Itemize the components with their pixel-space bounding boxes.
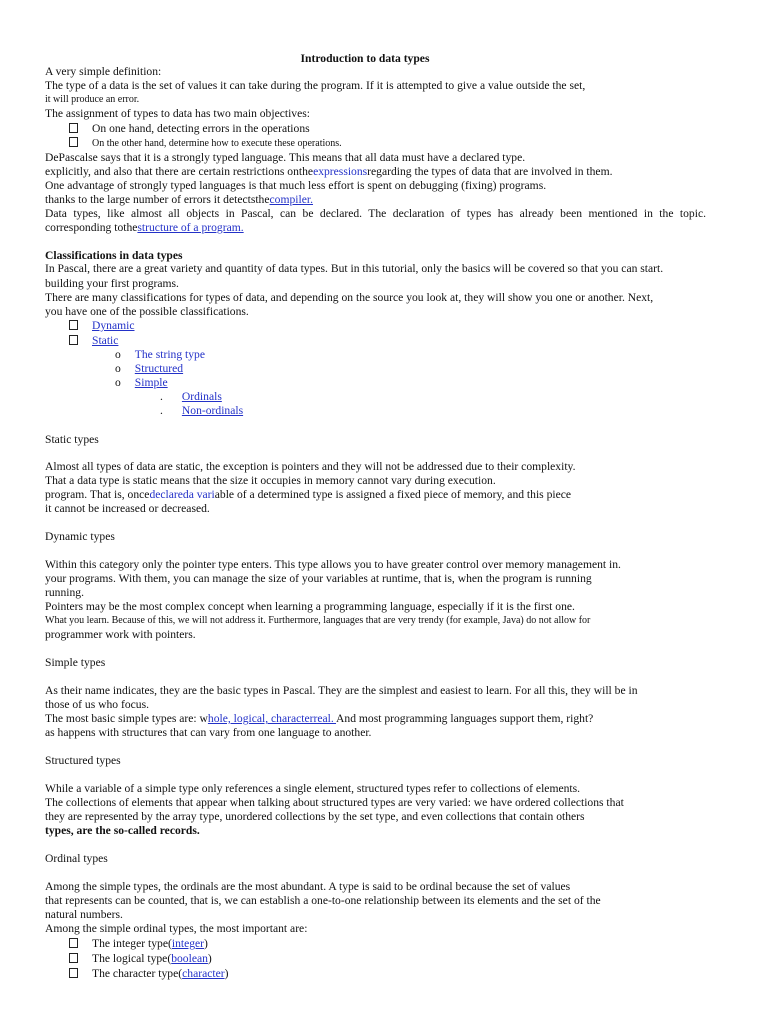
paragraph-line: natural numbers. xyxy=(45,908,123,921)
paragraph-line: The collections of elements that appear when talking about structured types are very varied: we have ordered collections that xyxy=(45,796,624,809)
paragraph-line: your programs. With them, you can manage the size of your variables at runtime, that is, when the program is running xyxy=(45,572,592,585)
paragraph-line: that represents can be counted, that is, we can establish a one-to-one relationship between its elements and the set of the xyxy=(45,894,601,907)
page-title: Introduction to data types xyxy=(300,52,430,65)
link-integer[interactable]: integer xyxy=(171,937,205,950)
section-heading: Static types xyxy=(45,433,99,446)
checkbox-icon xyxy=(69,137,78,147)
list-item xyxy=(69,334,118,347)
paragraph-line: explicitly, and also that there are certain restrictions ontheexpressionsregarding the types of data that are involved in them. xyxy=(45,165,613,178)
link-whole-logical-character[interactable]: hole, logical, character xyxy=(207,712,314,725)
link-boolean[interactable]: boolean xyxy=(171,952,208,965)
paragraph-line: program. That is, oncedeclareda variable of a determined type is assigned a fixed piece of memory, and this piece xyxy=(45,488,572,501)
link-ordinals[interactable]: Ordinals xyxy=(181,390,222,403)
paragraph-line: programmer work with pointers. xyxy=(45,628,196,641)
link-declared[interactable]: declareda vari xyxy=(149,488,215,501)
link-static[interactable]: Static xyxy=(92,334,119,347)
bullet-icon: o xyxy=(115,348,121,361)
paragraph-line: The assignment of types to data has two main objectives: xyxy=(45,107,310,120)
link-compiler[interactable]: compiler. xyxy=(269,193,313,206)
paragraph-line: you have one of the possible classifications. xyxy=(45,305,249,318)
link-dynamic[interactable]: Dynamic xyxy=(92,319,135,332)
list-item xyxy=(115,362,183,375)
link-structured[interactable]: Structured xyxy=(134,362,184,375)
section-heading: Structured types xyxy=(45,754,121,767)
list-item xyxy=(69,319,135,332)
paragraph-line: There are many classifications for types of data, and depending on the source you look at, they will show you one or another. Next, xyxy=(45,291,654,304)
paragraph-line: What you learn. Because of this, we will not address it. Furthermore, languages that are very trendy (for example, Java) do not allow for xyxy=(45,615,591,626)
paragraph-line: running. xyxy=(45,586,84,599)
section-heading: Dynamic types xyxy=(45,530,115,543)
paragraph-line: types, are the so-called records. xyxy=(45,824,200,837)
paragraph-line: Data types, like almost all objects in Pascal, can be declared. The declaration of types has already been mentioned in the topic. xyxy=(45,207,706,220)
checkbox-icon xyxy=(69,953,78,963)
paragraph-line: DePascalse says that it is a strongly typed language. This means that all data must have a declared type. xyxy=(45,151,526,164)
section-heading: Classifications in data types xyxy=(45,249,183,262)
bullet-icon: . xyxy=(160,404,163,417)
paragraph-line: Among the simple ordinal types, the most important are: xyxy=(45,922,308,935)
checkbox-icon xyxy=(69,123,78,133)
link-simple[interactable]: Simple xyxy=(134,376,168,389)
list-item xyxy=(160,404,243,417)
paragraph-line: Among the simple types, the ordinals are the most abundant. A type is said to be ordinal because the set of values xyxy=(45,880,571,893)
checkbox-icon xyxy=(69,968,78,978)
link-non-ordinals[interactable]: Non-ordinals xyxy=(181,404,244,417)
link-structure-of-a-program[interactable]: structure of a program. xyxy=(137,221,244,234)
section-heading: Simple types xyxy=(45,656,106,669)
paragraph-line: building your first programs. xyxy=(45,277,179,290)
paragraph-line: it cannot be increased or decreased. xyxy=(45,502,210,515)
paragraph-line: thanks to the large number of errors it detectsthecompiler. xyxy=(45,193,313,206)
list-item: The integer type(integer) xyxy=(69,937,208,950)
list-item: The character type(character) xyxy=(69,967,228,980)
list-item xyxy=(160,390,222,403)
paragraph-line: In Pascal, there are a great variety and quantity of data types. But in this tutorial, only the basics will be covered so that you can start. xyxy=(45,262,664,275)
section-heading: Ordinal types xyxy=(45,852,108,865)
list-item: On the other hand, determine how to execute these operations. xyxy=(69,137,342,150)
paragraph-line: While a variable of a simple type only references a single element, structured types refer to collections of elements. xyxy=(45,782,581,795)
checkbox-icon xyxy=(69,320,78,330)
paragraph-line: Within this category only the pointer type enters. This type allows you to have greater control over memory management in. xyxy=(45,558,621,571)
list-item: On one hand, detecting errors in the operations xyxy=(69,122,310,135)
bullet-icon: o xyxy=(115,362,121,375)
checkbox-icon xyxy=(69,335,78,345)
paragraph-line: The most basic simple types are: whole, logical, characterreal. And most programming languages support them, right? xyxy=(45,712,594,725)
paragraph-line: those of us who focus. xyxy=(45,698,150,711)
paragraph-line: it will produce an error. xyxy=(45,94,140,105)
link-string-type[interactable]: The string type xyxy=(134,348,205,361)
paragraph-line: That a data type is static means that the size it occupies in memory cannot vary during execution. xyxy=(45,474,496,487)
paragraph-line: Pointers may be the most complex concept when learning a programming language, especially if it is the first one. xyxy=(45,600,575,613)
paragraph-line: corresponding tothestructure of a program. xyxy=(45,221,244,234)
paragraph-line: as happens with structures that can vary from one language to another. xyxy=(45,726,372,739)
paragraph-line: A very simple definition: xyxy=(45,65,162,78)
link-expressions[interactable]: expressions xyxy=(313,165,368,178)
paragraph-line: they are represented by the array type, unordered collections by the set type, and even collections that contain others xyxy=(45,810,585,823)
list-item: The logical type(boolean) xyxy=(69,952,212,965)
bullet-icon: o xyxy=(115,376,121,389)
checkbox-icon xyxy=(69,938,78,948)
paragraph-line: One advantage of strongly typed languages is that much less effort is spent on debugging (fixing) programs. xyxy=(45,179,547,192)
bullet-icon: . xyxy=(160,390,163,403)
paragraph-line: Almost all types of data are static, the exception is pointers and they will not be addressed due to their complexity. xyxy=(45,460,576,473)
link-real[interactable]: real. xyxy=(313,712,337,725)
list-item xyxy=(115,376,168,389)
paragraph-line: As their name indicates, they are the basic types in Pascal. They are the simplest and easiest to learn. For all this, they will be in xyxy=(45,684,638,697)
link-character[interactable]: character xyxy=(182,967,225,980)
paragraph-line: The type of a data is the set of values it can take during the program. If it is attempted to give a value outside the set, xyxy=(45,79,586,92)
list-item xyxy=(115,348,205,361)
